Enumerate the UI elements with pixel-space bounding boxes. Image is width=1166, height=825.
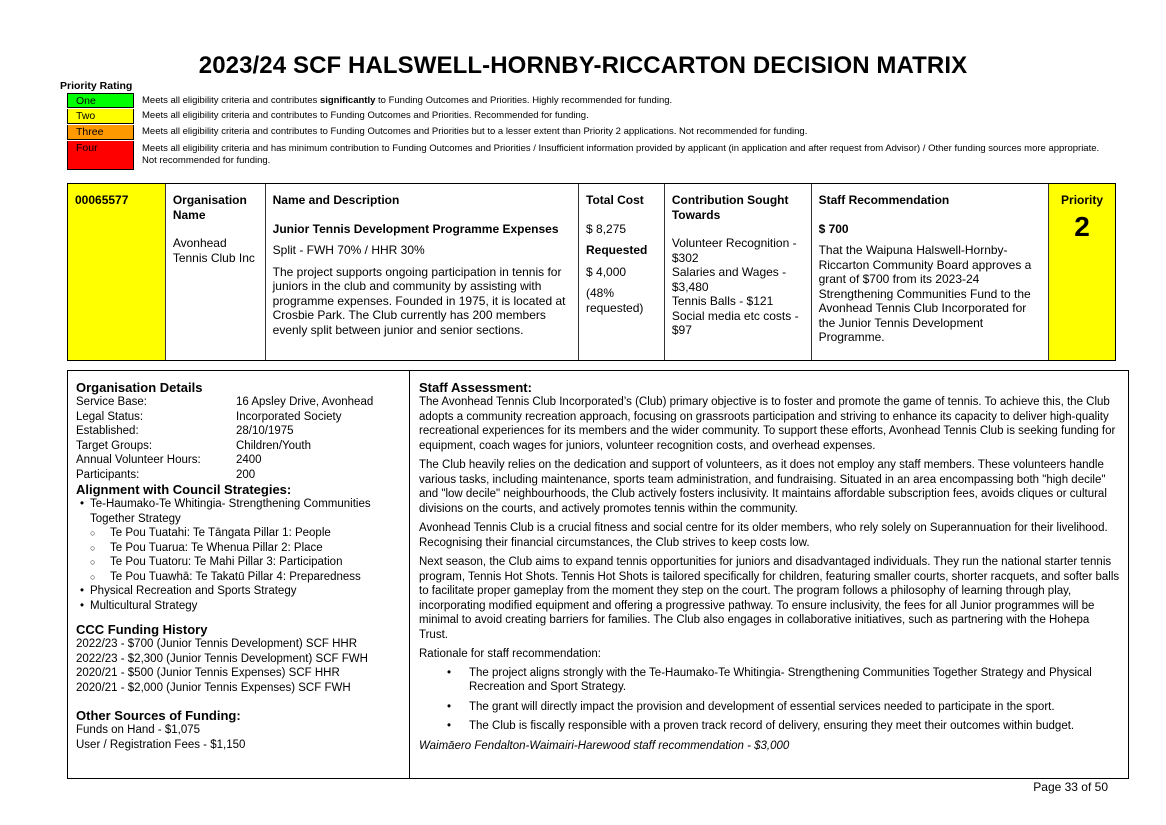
total-cost: $ 8,275 [586,221,627,236]
contribution-item: Volunteer Recognition - $302 [671,236,797,265]
list-item: 2022/23 - $700 (Junior Tennis Development) SCF HHR [76,638,358,650]
legend-row-one [67,93,673,108]
alignment-title: Alignment with Council Strategies: [76,482,292,497]
list-item: • The project aligns strongly with the Te-Haumako-Te Whitingia- Strengthening Communities Together Strategy and Physical Recreation and Sport Strategy. [419,666,1120,695]
contribution-item: Tennis Balls - $121 [671,294,774,308]
priority-rating: 2 [1074,210,1090,242]
legend-desc-four: Meets all eligibility criteria and has minimum contribution to Funding Outcomes and Priorities / Insufficient information provided by applicant (in application and after request from Advisor) / Other funding sources more appropriate. Not recommended for funding. [142,143,1100,166]
detail-row: Established: 28/10/1975 [76,425,294,437]
legend-row-two [67,109,589,124]
organisation-details-column [68,371,410,778]
list-item: ○ Te Pou Tuawhā: Te Takatū Pillar 4: Preparedness [76,570,409,585]
list-item: • Physical Recreation and Sports Strategy [76,584,409,599]
list-item: • Te-Haumako-Te Whitingia- Strengthening Communities Together Strategy [76,497,409,526]
other-sources-title: Other Sources of Funding: [76,708,241,723]
organisation-name: Avonhead Tennis Club Inc [172,236,255,265]
list-item: • Multicultural Strategy [76,599,409,614]
application-table [67,183,1116,361]
list-item: • The grant will directly impact the provision and development of essential services needed to participate in the sport. [419,700,1120,715]
page-number: Page 33 of 50 [1033,780,1108,794]
name-description-header: Name and Description [272,193,400,207]
assessment-paragraph: The Club heavily relies on the dedication and support of volunteers, as it does not employ any staff members. These volunteers handle various tasks, including maintenance, sports team administration, and fundraising. Situated in an area encompassing both "high decile" and "low decile" neighbourhoods, the Club actively fosters inclusivity. It maintains affordable subscription fees, avoids cliques or cultural divisions on the courts, and actively promotes tennis within the community. [419,459,1107,515]
priority-cell [1049,184,1115,360]
staff-assessment-title: Staff Assessment: [419,380,532,395]
legend-swatch-one: One [67,93,134,108]
list-item: 2020/21 - $2,000 (Junior Tennis Expenses) SCF FWH [76,681,351,694]
staff-assessment-column [410,371,1128,778]
funding-split: Split - FWH 70% / HHR 30% [272,243,425,257]
funding-history-title: CCC Funding History [76,622,208,637]
list-item: ○ Te Pou Tuatahi: Te Tāngata Pillar 1: People [76,526,409,541]
alignment-list [76,497,409,526]
list-item: Funds on Hand - $1,075 [76,724,201,736]
detail-row: Participants: 200 [76,468,256,481]
assessment-paragraph: Avonhead Tennis Club is a crucial fitness and social centre for its older members, who rely solely on Superannuation for their livelihood. Recognising their financial circumstances, the Club strives to keep costs low. [419,522,1108,549]
recommendation-text: That the Waipuna Halswell-Hornby-Riccarton Community Board approves a grant of $700 from its 2023-24 Strengthening Communities Fund to the Avonhead Tennis Club Incorporated for the Junior Tennis Development Programme. [818,243,1032,344]
priority-header: Priority [1061,193,1104,207]
contribution-cell [665,184,812,360]
legend-swatch-three: Three [67,125,134,140]
requested-amount: $ 4,000 [586,264,627,279]
legend-desc-two: Meets all eligibility criteria and contributes to Funding Outcomes and Priorities. Recommended for funding. [142,110,589,121]
list-item: 2022/23 - $2,300 (Junior Tennis Development) SCF FWH [76,652,368,665]
legend-desc-three: Meets all eligibility criteria and contributes to Funding Outcomes and Priorities but to a lesser extent than Priority 2 applications. Not recommended for funding. [142,126,808,137]
recommendation-cell [812,184,1050,360]
list-item: 2020/21 - $500 (Junior Tennis Expenses) SCF HHR [76,667,340,679]
legend-swatch-two: Two [67,109,134,124]
organisation-header: Organisation Name [172,193,247,222]
legend-row-three [67,125,808,140]
name-description-cell [266,184,579,360]
assessment-paragraph: Next season, the Club aims to expand tennis opportunities for juniors and disadvantaged individuals. They run the national starter tennis program, Tennis Hot Shots. Tennis Hot Shots is tailored specifically for children, featuring smaller courts, shorter racquets, and softer balls to facilitate proper gameplay from the moment they step on the court. The program follows a philosophy of learning through play, incorporating modified equipment and offering a progressive pathway. To ensure inclusivity, the fees for all Junior programmes will be minimal to avoid creating barriers for families. The Club also engages in collaborative initiatives, such as partnering with the Hohepa Trust. [419,556,1120,641]
recommended-amount: $ 700 [818,221,849,236]
detail-row: Service Base: 16 Apsley Drive, Avonhead [76,396,374,408]
recommendation-header: Staff Recommendation [818,193,950,207]
list-item: User / Registration Fees - $1,150 [76,738,246,751]
legend-desc-one: Meets all eligibility criteria and contributes significantly to Funding Outcomes and Priorities. Highly recommended for funding. [142,95,673,106]
total-cost-header: Total Cost [586,193,644,207]
detail-row: Legal Status: Incorporated Society [76,410,342,423]
list-item: ○ Te Pou Tuarua: Te Whenua Pillar 2: Place [76,541,409,556]
detail-row: Target Groups: Children/Youth [76,439,312,452]
organisation-details-title: Organisation Details [76,380,203,395]
detail-row: Annual Volunteer Hours: 2400 [76,454,262,466]
legend-row-four [67,141,1100,170]
legend-swatch-four: Four [67,141,134,170]
organisation-cell [166,184,266,360]
rationale-list [419,666,1120,734]
project-description: The project supports ongoing participation in tennis for juniors in the club and community by assisting with programme expenses. Founded in 1975, it is located at Crosbie Park. The Club currently has 200 members evenly split between junior and senior sections. [272,264,566,337]
assessment-paragraph: The Avonhead Tennis Club Incorporated’s (Club) primary objective is to foster and promote the game of tennis. To achieve this, the Club adopts a community recreation approach, focusing on grassroots participation and striving to enhance its capacity to deliver high-quality recreational experiences for its members and the wider community. To support these efforts, Avonhead Tennis Club is seeking funding for equipment, coach wages for juniors, volunteer recognition costs, and overhead expenses. [419,396,1116,452]
alignment-list-more [76,584,409,613]
assessment-footnote: Waimāero Fendalton-Waimairi-Harewood staff recommendation - $3,000 [419,739,790,752]
requested-percent: (48% requested) [586,286,644,315]
pillar-list [76,526,409,584]
page-title: 2023/24 SCF HALSWELL-HORNBY-RICCARTON DECISION MATRIX [198,52,968,79]
requested-label: Requested [586,243,648,257]
detail-box [67,370,1129,779]
contribution-item: Social media etc costs - $97 [671,308,799,337]
contribution-item: Salaries and Wages - $3,480 [671,265,787,294]
contribution-header: Contribution Sought Towards [671,193,789,222]
legend-title: Priority Rating [60,80,133,92]
list-item: • The Club is fiscally responsible with a proven track record of delivery, ensuring they meet their outcomes within budget. [419,719,1120,734]
application-id-cell [68,184,166,360]
list-item: ○ Te Pou Tuatoru: Te Mahi Pillar 3: Participation [76,555,409,570]
total-cost-cell [579,184,665,360]
project-name: Junior Tennis Development Programme Expenses [272,221,559,236]
application-id: 00065577 [75,193,129,207]
rationale-title: Rationale for staff recommendation: [419,648,601,660]
